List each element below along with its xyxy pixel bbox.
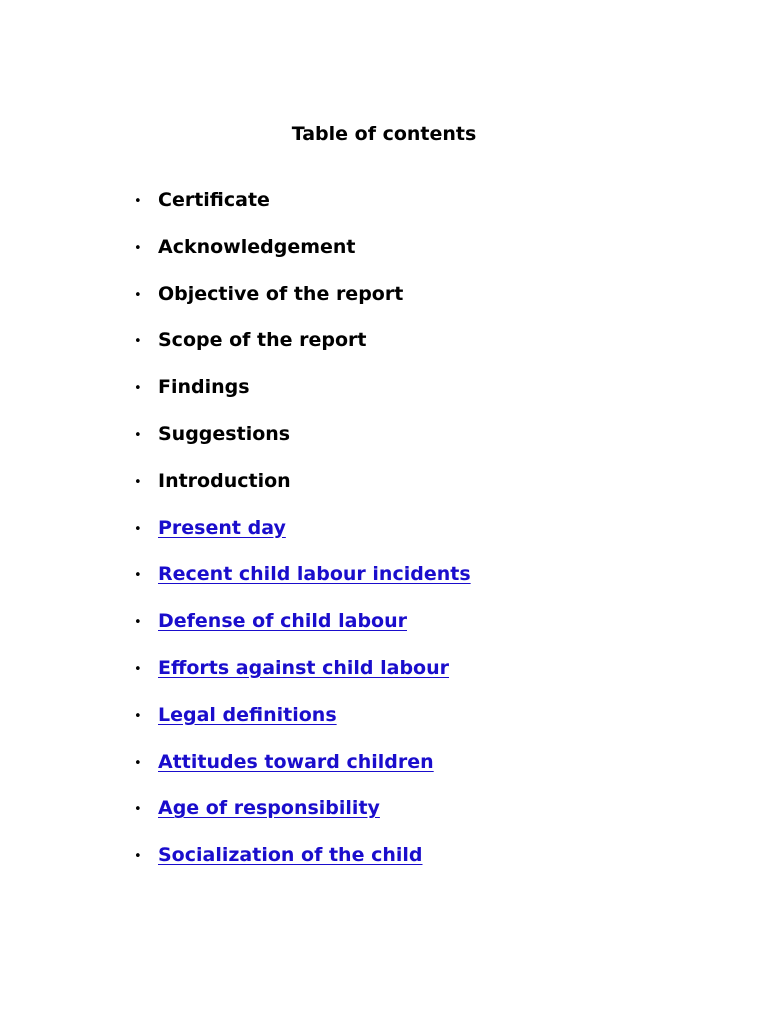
toc-link-recent-incidents[interactable]: Recent child labour incidents [158, 563, 471, 586]
bullet-icon: • [134, 708, 142, 724]
toc-link-age-of-responsibility[interactable]: Age of responsibility [158, 797, 380, 820]
bullet-icon: • [134, 802, 142, 818]
toc-entry-introduction: Introduction [158, 469, 291, 492]
bullet-icon: • [134, 474, 142, 490]
toc-entry-certificate: Certificate [158, 189, 270, 211]
toc-entry-scope: Scope of the report [158, 329, 367, 352]
toc-entry-objective: Objective of the report [158, 282, 404, 305]
bullet-icon: • [134, 427, 142, 443]
bullet-icon: • [134, 615, 142, 631]
toc-entry-findings: Findings [158, 376, 250, 399]
toc-link-present-day[interactable]: Present day [158, 516, 286, 539]
toc-link-legal-definitions[interactable]: Legal definitions [158, 703, 337, 726]
toc-link-defense[interactable]: Defense of child labour [158, 610, 407, 633]
bullet-icon: • [134, 849, 142, 865]
bullet-icon: • [134, 521, 142, 537]
bullet-icon: • [134, 661, 142, 677]
toc-link-attitudes[interactable]: Attitudes toward children [158, 750, 434, 773]
toc-entry-acknowledgement: Acknowledgement [158, 235, 356, 258]
bullet-icon: • [134, 287, 142, 303]
bullet-icon: • [134, 381, 142, 397]
bullet-icon: • [134, 568, 142, 584]
toc-link-socialization[interactable]: Socialization of the child [158, 844, 423, 867]
toc-link-efforts[interactable]: Efforts against child labour [158, 656, 450, 679]
page-title: Table of contents [291, 123, 477, 145]
toc-entry-suggestions: Suggestions [158, 422, 291, 445]
bullet-icon: • [134, 240, 142, 256]
bullet-icon: • [134, 755, 142, 771]
bullet-icon: • [134, 194, 142, 209]
bullet-icon: • [134, 334, 142, 350]
